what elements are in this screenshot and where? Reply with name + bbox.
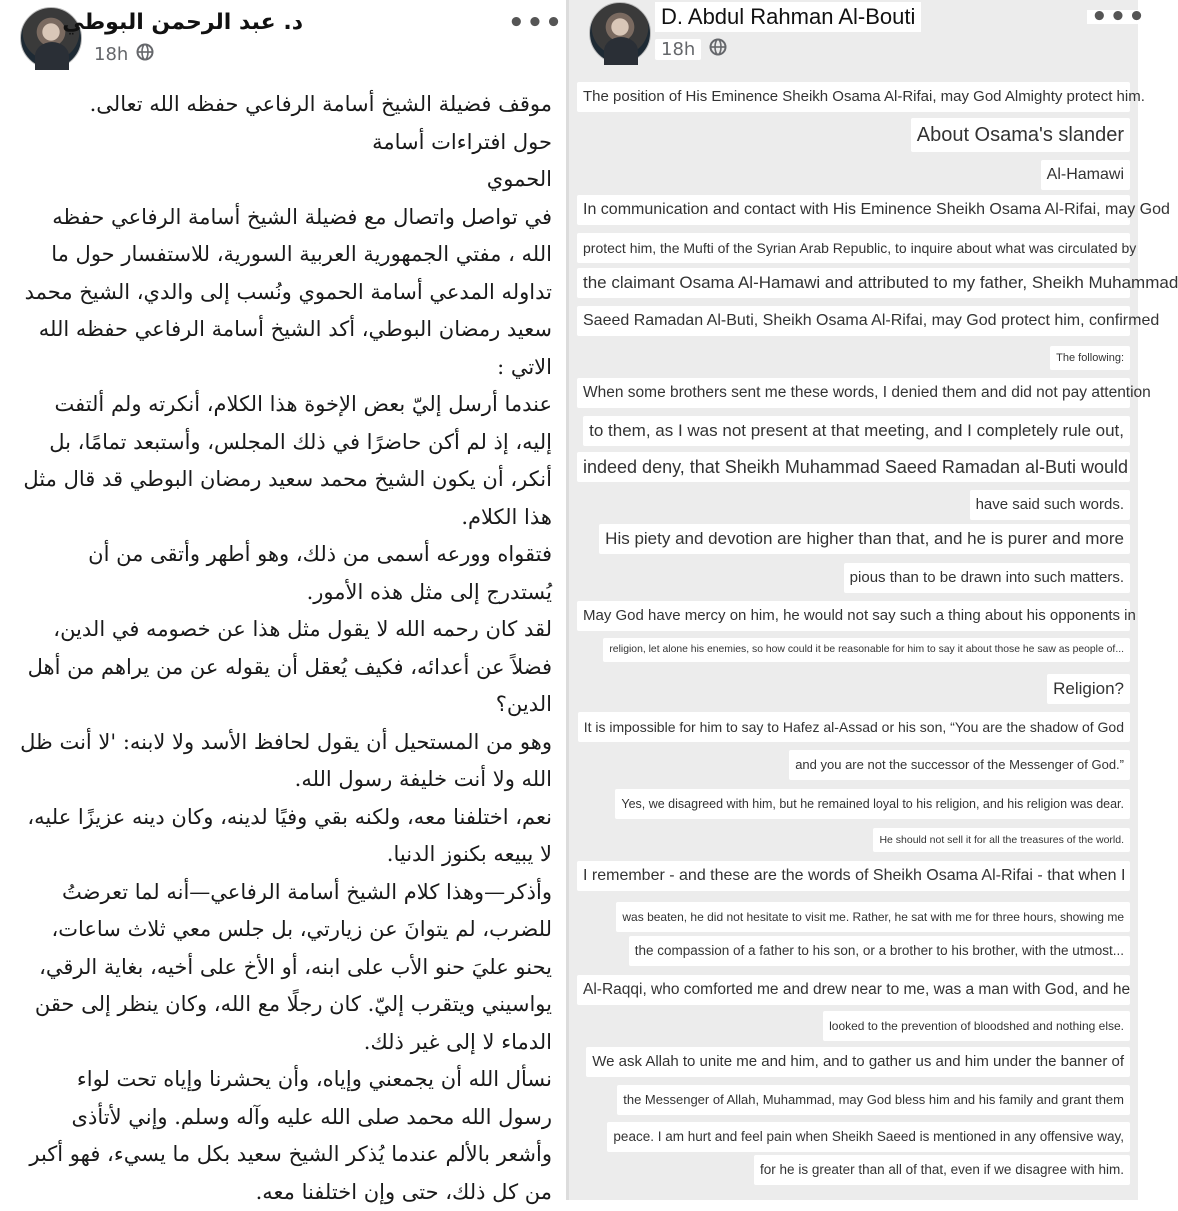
translated-line: have said such words. xyxy=(970,490,1130,520)
translated-line: looked to the prevention of bloodshed and nothing else. xyxy=(823,1011,1130,1041)
post-time[interactable]: 18h xyxy=(655,39,701,60)
translated-line: for he is greater than all of that, even if we disagree with him. xyxy=(754,1155,1130,1185)
post-time[interactable]: 18h xyxy=(94,44,129,65)
translated-line: We ask Allah to unite me and him, and to gather us and him under the banner of xyxy=(586,1047,1130,1077)
globe-icon xyxy=(136,43,154,66)
post-meta xyxy=(94,43,154,66)
more-options-icon[interactable]: ••• xyxy=(1087,10,1151,24)
post-author[interactable]: D. Abdul Rahman Al-Bouti xyxy=(655,2,921,32)
translated-line: Yes, we disagreed with him, but he remained loyal to his religion, and his religion was dear. xyxy=(615,789,1130,819)
translated-line: About Osama's slander xyxy=(911,118,1130,152)
translated-line: protect him, the Mufti of the Syrian Arab Republic, to inquire about what was circulated by xyxy=(577,233,1130,263)
translated-line: May God have mercy on him, he would not say such a thing about his opponents in xyxy=(577,601,1130,631)
avatar[interactable] xyxy=(589,2,651,64)
post-author[interactable]: د. عبد الرحمن البوطي xyxy=(62,10,303,35)
translated-line: It is impossible for him to say to Hafez al-Assad or his son, “You are the shadow of God xyxy=(578,712,1130,742)
paragraph: موقف فضيلة الشيخ أسامة الرفاعي حفظه الله تعالى. xyxy=(89,92,552,116)
translated-line: the Messenger of Allah, Muhammad, may God bless him and his family and grant them xyxy=(617,1085,1130,1115)
translated-line: He should not sell it for all the treasures of the world. xyxy=(873,828,1130,852)
translated-line: to them, as I was not present at that meeting, and I completely rule out, xyxy=(583,416,1130,446)
translated-post xyxy=(569,0,1178,1200)
paragraph: في تواصل واتصال مع فضيلة الشيخ أسامة الرفاعي حفظه الله ، مفتي الجمهورية العربية السورية، للاستفسار حول ما تداوله المدعي أسامة الحموي ونُسب إلى والدي، الشيخ محمد سعيد رمضان البوطي، أكد الشيخ أسامة الرفاعي حفظه الله الاتي : xyxy=(24,204,552,379)
translated-line: pious than to be drawn into such matters. xyxy=(844,563,1130,593)
more-options-icon[interactable]: ••• xyxy=(508,8,564,38)
translated-line: In communication and contact with His Eminence Sheikh Osama Al-Rifai, may God xyxy=(577,195,1130,225)
translated-line: and you are not the successor of the Messenger of God.” xyxy=(789,750,1130,780)
translated-line: Al-Raqqi, who comforted me and drew near to me, was a man with God, and he xyxy=(577,975,1130,1005)
paragraph: عندما أرسل إليّ بعض الإخوة هذا الكلام، أنكرته ولم ألتفت إليه، إذ لم أكن حاضرًا في ذلك المجلس، وأستبعد تمامًا، بل أنكر، أن يكون الشيخ محمد سعيد رمضان البوطي قد قال مثل هذا الكلام. xyxy=(23,392,552,529)
paragraph: الحموي xyxy=(486,167,552,191)
translated-line: indeed deny, that Sheikh Muhammad Saeed Ramadan al-Buti would xyxy=(577,452,1130,482)
paragraph: فتقواه وورعه أسمى من ذلك، وهو أطهر وأتقى من أن يُستدرج إلى مثل هذه الأمور. xyxy=(88,542,552,604)
translated-line: Religion? xyxy=(1047,674,1130,704)
arabic-post xyxy=(0,0,569,1204)
paragraph: حول افتراءات أسامة xyxy=(372,129,552,154)
globe-icon xyxy=(709,38,727,61)
paragraph: نسأل الله أن يجمعني وإياه، وأن يحشرنا وإياه تحت لواء رسول الله محمد صلى الله عليه وآله وسلم. وإني لأتأذى وأشعر بالألم عندما يُذكر الشيخ سعيد بكل ما يسيء، فهو أكبر من كل ذلك، حتى وإن اختلفنا معه. xyxy=(29,1067,552,1204)
translated-line: the claimant Osama Al-Hamawi and attributed to my father, Sheikh Muhammad xyxy=(577,268,1130,298)
translated-line: Saeed Ramadan Al-Buti, Sheikh Osama Al-Rifai, may God protect him, confirmed xyxy=(577,306,1130,336)
paragraph: وهو من المستحيل أن يقول لحافظ الأسد ولا لابنه: 'لا أنت ظل الله ولا أنت خليفة رسول الله. xyxy=(20,729,552,791)
paragraph: لقد كان رحمه الله لا يقول مثل هذا عن خصومه في الدين، فضلاً عن أعدائه، فكيف يُعقل أن يقوله عن من يراهم من أهل الدين؟ xyxy=(27,617,552,716)
translated-line: I remember - and these are the words of Sheikh Osama Al-Rifai - that when I xyxy=(577,861,1130,891)
translated-line: Al-Hamawi xyxy=(1041,160,1130,190)
translated-line: was beaten, he did not hesitate to visit me. Rather, he sat with me for three hours, showing me xyxy=(616,902,1130,932)
paragraph: نعم، اختلفنا معه، ولكنه بقي وفيًا لدينه، وكان دينه عزيزًا عليه، لا يبيعه بكنوز الدنيا. xyxy=(27,804,552,866)
translated-line: When some brothers sent me these words, I denied them and did not pay attention xyxy=(577,378,1130,408)
translated-line: religion, let alone his enemies, so how could it be reasonable for him to say it about those he saw as people of... xyxy=(603,638,1130,662)
translated-line: The position of His Eminence Sheikh Osama Al-Rifai, may God Almighty protect him. xyxy=(577,82,1130,112)
translated-line: peace. I am hurt and feel pain when Sheikh Saeed is mentioned in any offensive way, xyxy=(607,1122,1130,1152)
translated-line: the compassion of a father to his son, or a brother to his brother, with the utmost... xyxy=(629,936,1130,966)
post-body xyxy=(18,86,552,1211)
post-meta xyxy=(655,38,727,61)
translated-line: His piety and devotion are higher than that, and he is purer and more xyxy=(599,524,1130,554)
paragraph: وأذكر—وهذا كلام الشيخ أسامة الرفاعي—أنه لما تعرضتُ للضرب، لم يتوانَ عن زيارتي، بل جلس معي ثلاث ساعات، يحنو عليَ حنو الأب على ابنه، أو الأخ على أخيه، بغاية الرقي، يواسيني ويتقرب إليّ. كان رجلًا مع الله، وكان ينظر إلى حقن الدماء لا إلى غير ذلك. xyxy=(34,879,552,1054)
translated-line: The following: xyxy=(1050,346,1130,370)
